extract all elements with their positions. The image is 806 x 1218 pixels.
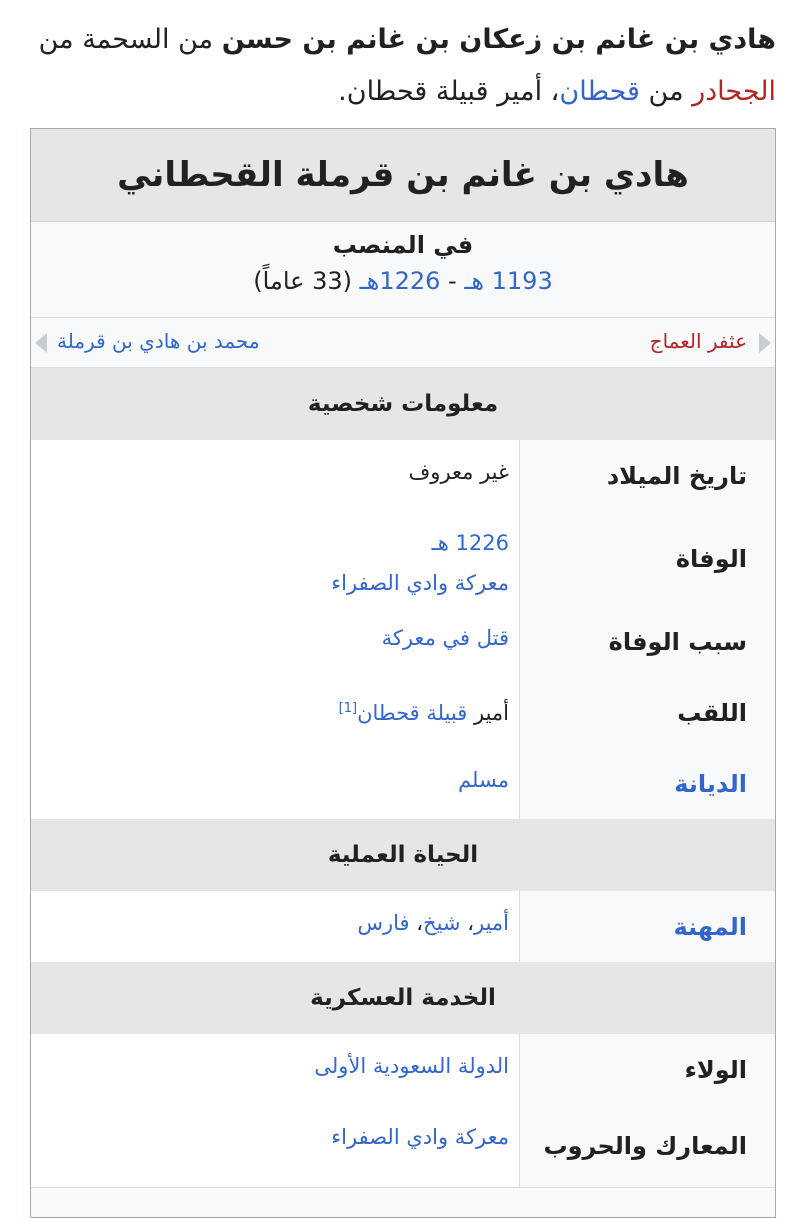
title-label: اللقب (519, 677, 775, 748)
intro-text-2: من (639, 76, 693, 107)
succession-box (31, 317, 775, 368)
row-occupation (31, 891, 775, 963)
death-value (31, 511, 519, 606)
row-allegiance (31, 1034, 775, 1106)
occupation-value (31, 891, 519, 962)
intro-paragraph (24, 14, 776, 118)
intro-link-qahtan[interactable]: قحطان (559, 76, 640, 107)
occupation-sep-1: ، (460, 911, 474, 935)
birth-value (31, 440, 519, 511)
occupation-label-link[interactable]: المهنة (519, 891, 775, 962)
religion-value-link[interactable]: مسلم (458, 768, 509, 792)
title-value-link[interactable]: قبيلة قحطان (357, 701, 468, 725)
title-value (31, 677, 519, 748)
office-duration: (33 عاماً) (253, 267, 360, 295)
battles-label: المعارك والحروب (519, 1105, 775, 1187)
row-religion (31, 748, 775, 820)
row-battles (31, 1105, 775, 1188)
row-birth (31, 440, 775, 512)
death-cause-label: سبب الوفاة (519, 606, 775, 677)
death-cause-link[interactable]: قتل في معركة (381, 626, 509, 650)
office-block (31, 221, 775, 318)
intro-link-jahadir[interactable]: الجحادر (692, 76, 776, 107)
occupation-knight-link[interactable]: فارس (357, 911, 410, 935)
death-date-link[interactable]: 1226 هـ (431, 531, 509, 555)
previous-arrow-icon (759, 333, 771, 353)
battles-value (31, 1105, 519, 1187)
intro-text-1: من السحمة من (38, 24, 222, 55)
death-place-link[interactable]: معركة وادي الصفراء (331, 571, 509, 595)
occupation-emir-link[interactable]: أمير (473, 911, 509, 935)
section-military: الخدمة العسكرية (31, 962, 775, 1035)
office-date-sep: - (440, 267, 465, 295)
infobox (30, 128, 776, 1218)
battles-link[interactable]: معركة وادي الصفراء (331, 1125, 509, 1149)
birth-value-text: غير معروف (408, 460, 509, 484)
occupation-sep-2: ، (409, 911, 424, 935)
death-label: الوفاة (519, 511, 775, 606)
religion-value (31, 748, 519, 819)
infobox-title: هادي بن غانم بن قرملة القحطاني (31, 129, 775, 222)
office-title: في المنصب (332, 231, 474, 259)
succeeded-by-link[interactable]: محمد بن هادي بن قرملة (57, 329, 260, 353)
office-start-link[interactable]: 1193 هـ (464, 267, 553, 295)
allegiance-link[interactable]: الدولة السعودية الأولى (314, 1054, 509, 1078)
section-personal-info: معلومات شخصية (31, 368, 775, 441)
intro-text-3: ، أمير قبيلة قحطان. (338, 76, 560, 107)
office-dates (31, 267, 775, 295)
occupation-sheikh-link[interactable]: شيخ (423, 911, 461, 935)
reference-link[interactable]: [1] (338, 701, 358, 716)
next-arrow-icon (35, 333, 47, 353)
title-value-plain: أمير (467, 701, 509, 725)
religion-label-link[interactable]: الديانة (519, 748, 775, 819)
row-death-cause (31, 606, 775, 678)
allegiance-value (31, 1034, 519, 1105)
birth-label: تاريخ الميلاد (519, 440, 775, 511)
allegiance-label: الولاء (519, 1034, 775, 1105)
death-cause-value (31, 606, 519, 677)
section-career: الحياة العملية (31, 819, 775, 892)
row-death (31, 511, 775, 607)
intro-name: هادي بن غانم بن زعكان بن غانم بن حسن (221, 24, 776, 55)
preceded-by-link[interactable]: عثفر العماج (649, 329, 747, 353)
row-title (31, 677, 775, 749)
office-end-link[interactable]: 1226هـ (359, 267, 441, 295)
